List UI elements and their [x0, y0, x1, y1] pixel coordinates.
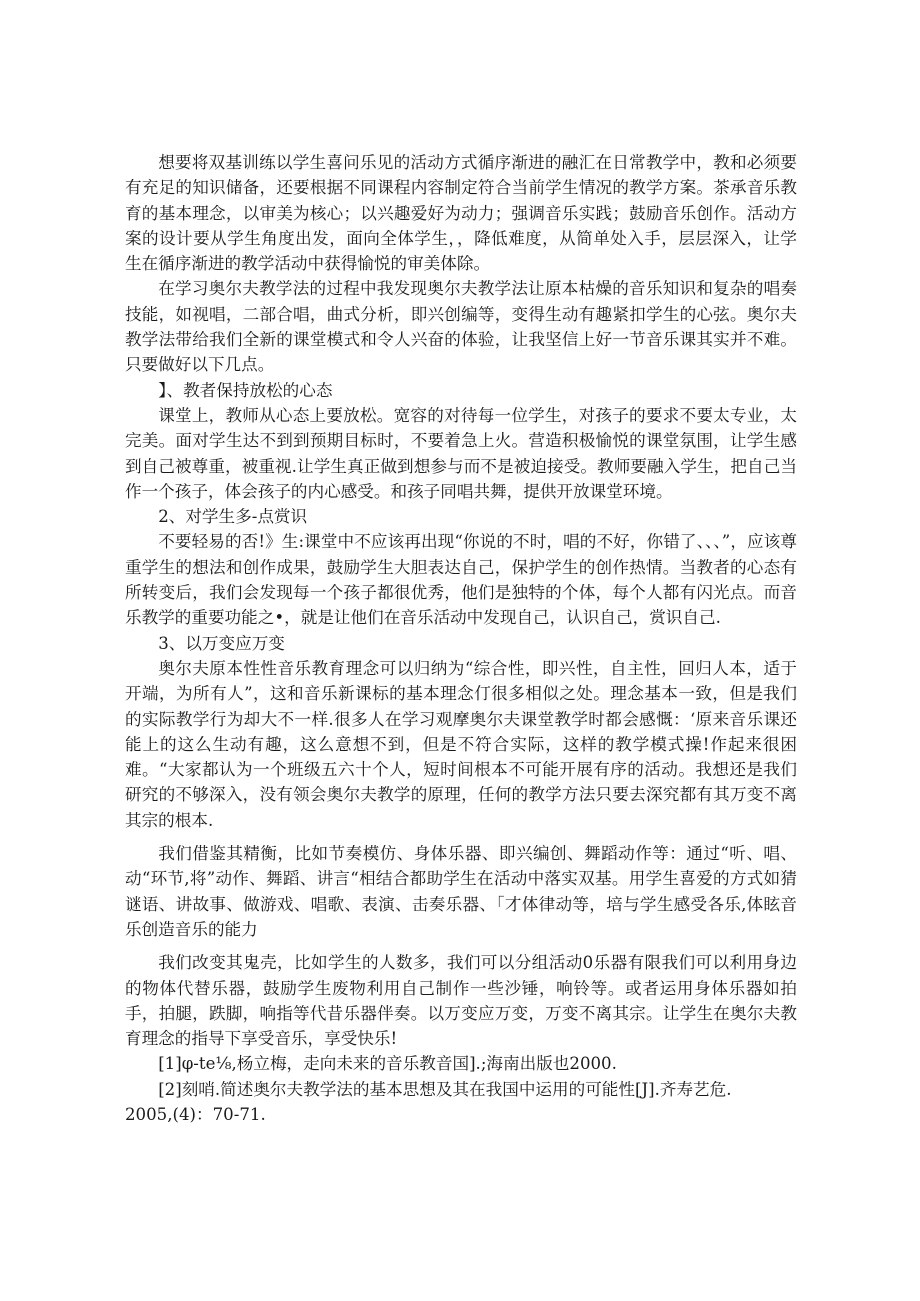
paragraph-borrow: 我们借鉴其精衡，比如节奏模仿、身体乐器、即兴编创、舞蹈动作等：通过“听、唱、动“环节,将”动作、舞蹈、讲言“相结合都助学生在活动中落实双基。用学生喜爱的方式如猜谜语、讲故事、做游戏、唱歌、表演、击奏乐器、「才体律动等，培与学生感受各乐,体眩音乐创造音乐的能力	[125, 844, 797, 939]
paragraph-change: 我们改变其鬼壳，比如学生的人数多，我们可以分组活动0乐器有限我们可以利用身边的物体代替乐器，鼓励学生废物利用自己制作一些沙锤，响铃等。或者运用身体乐器如拍手，拍腿，跌脚，响指等代昔乐器伴奏。以万变应万变，万变不离其宗。让学生在奥尔夫教育理念的指导下享受音乐，享受快乐!	[125, 953, 797, 1049]
paragraph-intro: 想要将双基训练以学生喜问乐见的活动方式循序渐进的融汇在日常教学中，教和必须要有充足的知识储备，还要根据不同课程内容制定符合当前学生情况的教学方案。茶承音乐教育的基本理念，以审美为核心；以兴趣爱好为动力；强调音乐实践；鼓励音乐创作。活动方案的设计要从学生角度出发，面向全体学生，，降低难度，从简单处入手，层层深入，让学生在循序渐进的教学活动中获得愉悦的审美体除。	[125, 153, 797, 274]
heading-point-2: 2、对学生多-点赏识	[158, 507, 308, 527]
paragraph-orff-method: 在学习奥尔夫教学法的过程中我发现奥尔夫教学法让原本枯燥的音乐知识和复杂的唱奏技能，如视唱，二部合唱，曲式分析，即兴创编等，变得生动有趣紧扣学生的心弦。奥尔夫教学法带给我们全新的课堂模式和令人兴奋的体验，让我坚信上好一节音乐课其实并不难。只要做好以下几点。	[125, 279, 797, 375]
reference-1: [1]φ-te⅛,杨立梅，走向未来的音乐教音国].;海南出版也2000.	[158, 1054, 617, 1074]
reference-2-continued: 2005,(4)：70-71.	[125, 1104, 266, 1124]
heading-point-3: 3、以万变应万变	[158, 633, 285, 653]
reference-2: [2]刻哨.简述奥尔夫教学法的基本思想及其在我国中运用的可能性[J].齐寿艺危.	[158, 1079, 732, 1099]
paragraph-point-3: 奥尔夫原本性性音乐教育理念可以归纳为“综合性，即兴性，自主性，回归人本，适于开端，为所有人”，这和音乐新课标的基本理念仃很多相似之处。理念基本一致，但是我们的实际教学行为却大不一样.很多人在学习观摩奥尔夫课堂教学时都会感慨：‘原来音乐课还能上的这么生动有趣，这么意想不到，但是不符合实际，这样的教学模式操!作起来很困难。“大家都认为一个班级五六十个人，短时间根本不可能开展有序的活动。我想还是我们研究的不够深入，没有领会奥尔夫教学的原理，任何的教学方法只要去深究都有其万变不离其宗的根本.	[125, 658, 797, 830]
document-body	[125, 150, 797, 1127]
paragraph-point-2: 不要轻易的否!》生:课堂中不应该再出现“你说的不时，唱的不好，你错了、、、”，应该尊重学生的想法和创作成果，鼓励学生大胆表达自己，保护学生的创作热情。当教者的心态有所转变后，我们会发现每一个孩子都很优秀，他们是独特的个体，每个人都有闪光点。而音乐教学的重要功能之•，就是让他们在音乐活动中发现自己，认识自己，赏识自己.	[125, 532, 797, 628]
heading-point-1: 】、教者保持放松的心态	[158, 380, 333, 400]
paragraph-point-1: 课堂上，教师从心态上要放松。宽容的对待每一位学生，对孩子的要求不要太专业，太完美。面对学生达不到到预期目标时，不要着急上火。营造积极愉悦的课堂氛围，让学生感到自己被尊重，被重视.让学生真正做到想参与而不是被迫接受。教师要融入学生，把自己当作一个孩子，体会孩子的内心感受。和孩子同唱共舞，提供开放课堂环境。	[125, 405, 797, 501]
